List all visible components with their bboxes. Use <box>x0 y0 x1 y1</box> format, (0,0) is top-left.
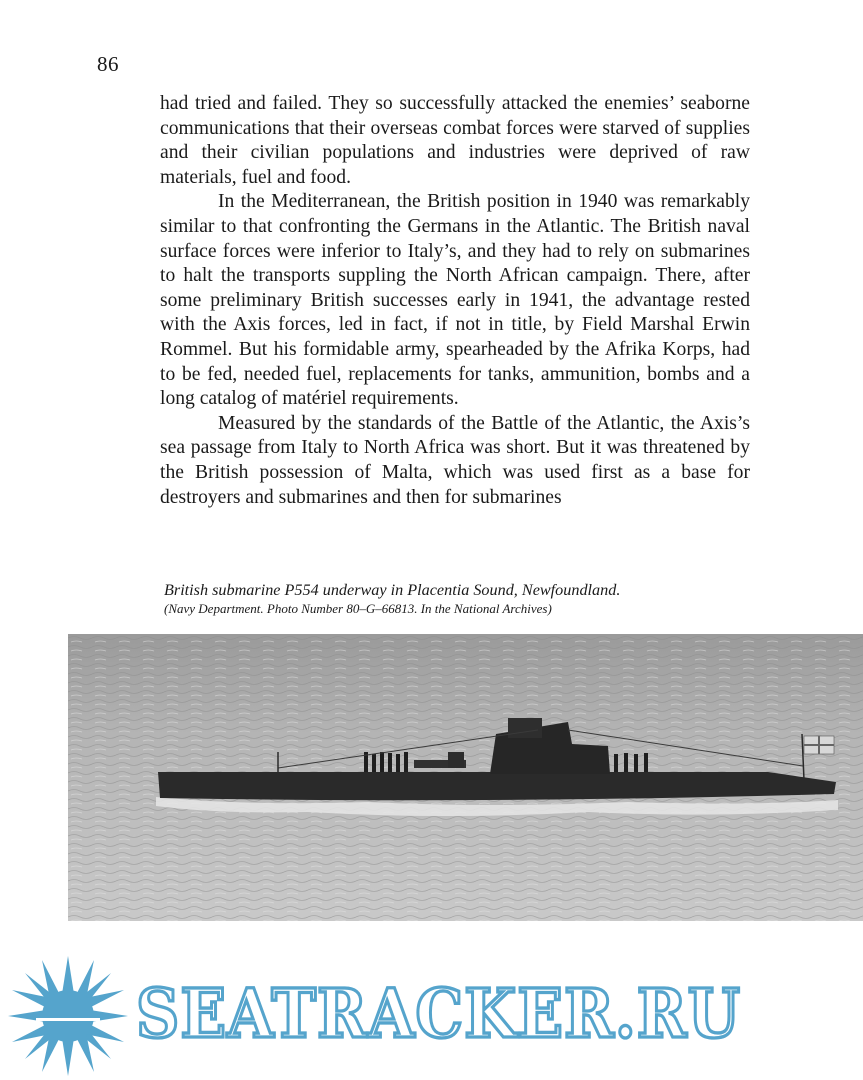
watermark-text: SEATRACKER.RU <box>136 975 741 1054</box>
caption-credit: (Navy Department. Photo Number 80–G–66813. In the National Archives) <box>164 601 552 616</box>
paragraph-2: In the Mediterranean, the British position in 1940 was remarkably similar to that confronting the Germans in the Atlantic. The British naval surface forces were inferior to Italy’s, and they had to rely on submarines to halt the transports suppling the North African campaign. There, after some preliminary British successes early in 1941, the advantage rested with the Axis forces, led in fact, if not in title, by Field Marshal Erwin Rommel. But his formidable army, spearheaded by the Afrika Korps, had to be fed, needed fuel, replacements for tanks, ammunition, bombs and a long catalog of matériel requirements. <box>160 191 750 410</box>
submarine-photo <box>68 634 863 921</box>
page-number: 86 <box>97 52 119 76</box>
figure-caption <box>164 580 724 618</box>
paragraph-3: Measured by the standards of the Battle of the Atlantic, the Axis’s sea passage from Italy to North Africa was short. But it was threatened by the British possession of Malta, which was used first as a base for destroyers and submarines and then for submarines <box>160 412 750 508</box>
caption-title: British submarine P554 underway in Placentia Sound, Newfoundland. <box>164 581 621 599</box>
watermark <box>0 948 863 1080</box>
paragraph-1: had tried and failed. They so successfully attacked the enemies’ seaborne communications that their overseas combat forces were starved of supplies and their civilian populations and industries were deprived of raw materials, fuel and food. <box>160 93 750 188</box>
body-text <box>160 92 750 510</box>
sunburst-logo-icon <box>6 954 130 1078</box>
